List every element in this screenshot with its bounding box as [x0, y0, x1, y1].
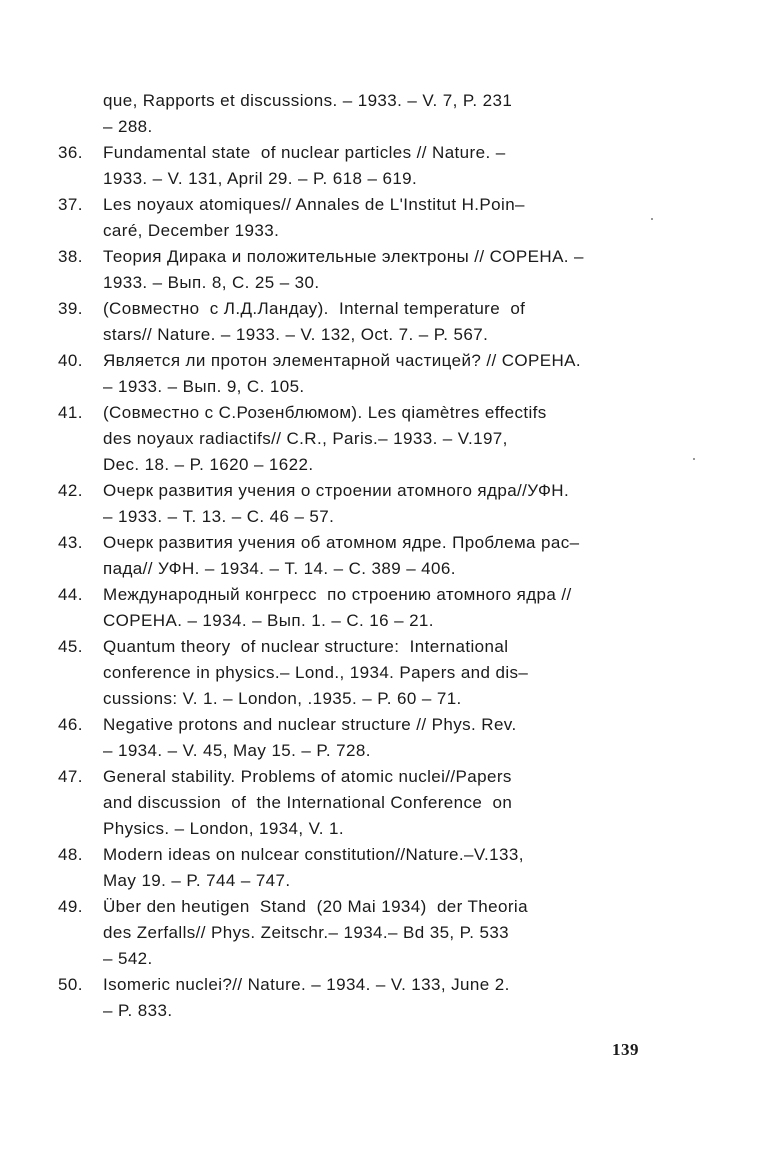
entry-line: Isomeric nuclei?// Nature. – 1934. – V. 133, June 2.	[103, 975, 510, 994]
bibliography-entry	[58, 634, 658, 712]
page-number: 139	[612, 1040, 639, 1059]
entry-line: – P. 833.	[103, 1001, 173, 1020]
entry-number: 50.	[58, 975, 83, 994]
bibliography-entry	[58, 530, 658, 582]
entry-line: (Совместно с С.Розенблюмом). Les qiamètres effectifs	[103, 403, 547, 422]
entry-line: que, Rapports et discussions. – 1933. – V. 7, P. 231	[103, 91, 513, 110]
bibliography-entry	[58, 712, 658, 764]
entry-line: Теория Дирака и положительные электроны // COPEHA. –	[103, 247, 584, 266]
entry-number: 36.	[58, 143, 83, 162]
entry-text	[103, 400, 658, 478]
entry-text	[103, 634, 658, 712]
entry-number: 49.	[58, 897, 83, 916]
entry-line: Negative protons and nuclear structure // Phys. Rev.	[103, 715, 517, 734]
entry-line: Quantum theory of nuclear structure: International	[103, 637, 509, 656]
entry-number: 44.	[58, 585, 83, 604]
entry-line: des Zerfalls// Phys. Zeitschr.– 1934.– Bd 35, P. 533	[103, 923, 510, 942]
entry-text	[103, 972, 658, 1024]
paper-speck	[693, 458, 695, 460]
entry-line: Über den heutigen Stand (20 Mai 1934) der Theoria	[103, 897, 528, 916]
bibliography-entry	[58, 400, 658, 478]
entry-text	[103, 244, 658, 296]
entry-line: stars// Nature. – 1933. – V. 132, Oct. 7. – P. 567.	[103, 325, 489, 344]
bibliography-entry	[58, 140, 658, 192]
entry-line: Physics. – London, 1934, V. 1.	[103, 819, 345, 838]
entry-text	[103, 348, 658, 400]
continued-entry	[58, 88, 658, 140]
bibliography-entry	[58, 244, 658, 296]
bibliography-entry	[58, 972, 658, 1024]
entry-text	[103, 894, 658, 972]
bibliography-entry	[58, 478, 658, 530]
entry-text	[103, 842, 658, 894]
entry-line: General stability. Problems of atomic nuclei//Papers	[103, 767, 512, 786]
entry-line: des noyaux radiactifs// C.R., Paris.– 1933. – V.197,	[103, 429, 508, 448]
entry-line: (Совместно с Л.Д.Ландау). Internal temperature of	[103, 299, 526, 318]
entry-line: May 19. – P. 744 – 747.	[103, 871, 291, 890]
bibliography-entry	[58, 764, 658, 842]
entry-number: 45.	[58, 637, 83, 656]
entry-line: Les noyaux atomiques// Annales de L'Institut H.Poin–	[103, 195, 525, 214]
entry-text	[103, 296, 658, 348]
bibliography-entry	[58, 296, 658, 348]
entry-text	[103, 582, 658, 634]
entry-line: – 542.	[103, 949, 153, 968]
bibliography-entry	[58, 894, 658, 972]
entry-number: 41.	[58, 403, 83, 422]
entry-text	[103, 478, 658, 530]
entry-line: and discussion of the International Conference on	[103, 793, 513, 812]
entry-number: 46.	[58, 715, 83, 734]
entry-number: 37.	[58, 195, 83, 214]
entry-number: 48.	[58, 845, 83, 864]
entry-number: 43.	[58, 533, 83, 552]
entry-line: Очерк развития учения об атомном ядре. Проблема рас–	[103, 533, 580, 552]
entry-line: – 288.	[103, 117, 153, 136]
entry-text	[103, 192, 658, 244]
entry-line: – 1933. – Т. 13. – С. 46 – 57.	[103, 507, 335, 526]
entry-line: Modern ideas on nulcear constitution//Nature.–V.133,	[103, 845, 524, 864]
entry-number: 38.	[58, 247, 83, 266]
bibliography-entry	[58, 192, 658, 244]
entry-number: 39.	[58, 299, 83, 318]
entry-line: caré, December 1933.	[103, 221, 280, 240]
entry-text	[103, 712, 658, 764]
entry-line: 1933. – V. 131, April 29. – P. 618 – 619.	[103, 169, 418, 188]
bibliography-entry	[58, 842, 658, 894]
entry-line: Fundamental state of nuclear particles // Nature. –	[103, 143, 506, 162]
entry-line: COPEHA. – 1934. – Вып. 1. – С. 16 – 21.	[103, 611, 434, 630]
entry-line: – 1934. – V. 45, May 15. – P. 728.	[103, 741, 371, 760]
entry-text	[103, 140, 658, 192]
entry-text	[103, 88, 658, 140]
entry-number: 47.	[58, 767, 83, 786]
entry-line: 1933. – Вып. 8, С. 25 – 30.	[103, 273, 320, 292]
entry-line: Является ли протон элементарной частицей? // COPEHA.	[103, 351, 582, 370]
bibliography-entry	[58, 348, 658, 400]
entry-number: 40.	[58, 351, 83, 370]
entry-line: Dec. 18. – P. 1620 – 1622.	[103, 455, 314, 474]
bibliography-entry	[58, 582, 658, 634]
paper-speck	[651, 218, 653, 220]
entry-line: Очерк развития учения о строении атомного ядра//УФН.	[103, 481, 570, 500]
entry-text	[103, 764, 658, 842]
entry-line: conference in physics.– Lond., 1934. Papers and dis–	[103, 663, 529, 682]
entry-line: – 1933. – Вып. 9, С. 105.	[103, 377, 305, 396]
entry-line: пада// УФН. – 1934. – Т. 14. – С. 389 – 406.	[103, 559, 456, 578]
entry-line: cussions: V. 1. – London, .1935. – P. 60 – 71.	[103, 689, 462, 708]
entry-number: 42.	[58, 481, 83, 500]
entry-line: Международный конгресс по строению атомного ядра //	[103, 585, 572, 604]
bibliography-list	[58, 88, 658, 1024]
entry-text	[103, 530, 658, 582]
